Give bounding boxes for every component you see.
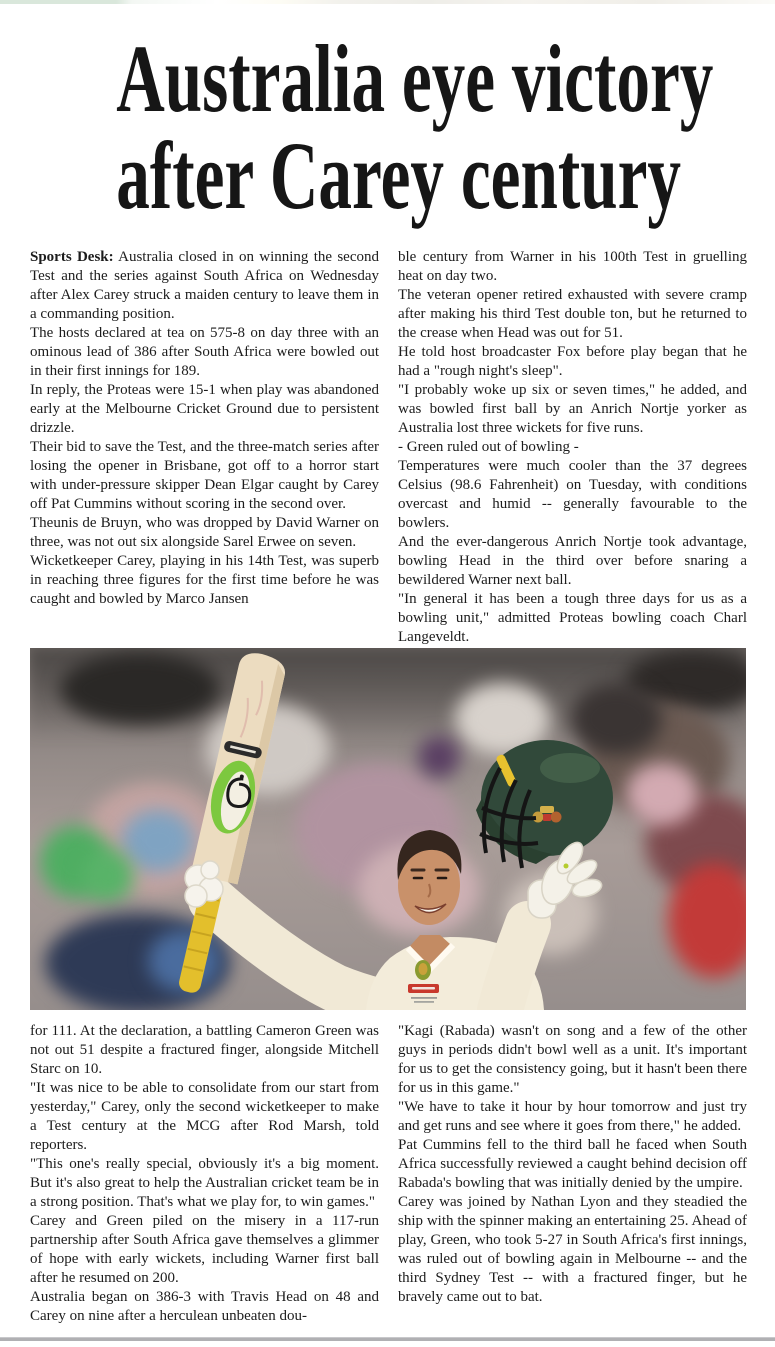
lead-text: Australia closed in on winning the second Test and the series against South Africa on Wednesday after Alex Carey struck a maiden century to leave them in a commanding position. xyxy=(30,249,379,322)
paragraph: In reply, the Proteas were 15-1 when play was abandoned early at the Melbourne Cricket Ground due to persistent drizzle. xyxy=(30,382,379,436)
paragraph: "I probably woke up six or seven times," he added, and was bowled first ball by an Anrich Nortje yorker as Australia lost three wickets for five runs. xyxy=(398,382,747,436)
crosshead: - Green ruled out of bowling - xyxy=(398,439,579,455)
column-bottom-left xyxy=(30,1022,379,1330)
headline xyxy=(116,25,714,229)
column-top-right xyxy=(398,248,747,646)
helmet-highlight xyxy=(540,753,600,783)
batsman-graphic xyxy=(30,648,746,1010)
paragraph: Carey was joined by Nathan Lyon and they steadied the ship with the spinner making an entertaining 25. Ahead of play, Green, who took 5-27 in South Africa's first innings, was ruled out of bowling again in Melbourne -- and the third Sydney Test -- with a fractured finger, but he bravely came out to bat. xyxy=(398,1194,747,1305)
paragraph: "In general it has been a tough three days for us as a bowling unit," admitted Proteas bowling coach Charl Langeveldt. xyxy=(398,591,747,645)
lead-label: Sports Desk: xyxy=(30,249,114,265)
paragraph: "Kagi (Rabada) wasn't on song and a few of the other guys in periods didn't bowl well as a unit. It's important for us to get the consistency going, but it hasn't been there for us in this game." xyxy=(398,1023,747,1096)
team-crest-gold xyxy=(419,963,428,975)
sponsor-text xyxy=(412,987,435,990)
bottom-divider xyxy=(0,1337,775,1341)
headline-line-1: Australia eye victory xyxy=(116,25,714,132)
paragraph: And the ever-dangerous Anrich Nortje took advantage, bowling Head in the third over before snaring a bewildered Warner next ball. xyxy=(398,534,747,588)
left-arm xyxy=(500,924,528,1010)
paragraph: He told host broadcaster Fox before play began that he had a "rough night's sleep". xyxy=(398,344,747,379)
page-top-edge-strip xyxy=(0,0,775,4)
paragraph: The hosts declared at tea on 575-8 on day three with an ominous lead of 386 after South Africa were bowled out in their first innings for 189. xyxy=(30,325,379,379)
glove-fleck xyxy=(564,864,569,869)
paragraph: The veteran opener retired exhausted with severe cramp after making his third Test double ton, but he returned to the crease when Head was out for 51. xyxy=(398,287,747,341)
paragraph: Theunis de Bruyn, who was dropped by David Warner on three, was not out six alongside Sarel Erwee on seven. xyxy=(30,515,379,550)
paragraph: "This one's really special, obviously it's a big moment. But it's also great to help the Australian cricket team be in a strong position. That's what we play for, to win games." xyxy=(30,1156,379,1210)
crest-shield xyxy=(543,814,551,821)
glove-thumb xyxy=(201,861,219,879)
crest-banner xyxy=(540,806,554,813)
column-top-left xyxy=(30,248,379,646)
crest-emu xyxy=(551,812,562,823)
shirt-text-line xyxy=(411,997,437,999)
shirt-text-line xyxy=(414,1001,434,1003)
paragraph: Australia began on 386-3 with Travis Head on 48 and Carey on nine after a herculean unbeaten dou- xyxy=(30,1289,379,1324)
paragraph: "It was nice to be able to consolidate from our start from yesterday," Carey, only the second wicketkeeper to make a Test century at the MCG after Rod Marsh, told reporters. xyxy=(30,1080,379,1153)
paragraph: Temperatures were much cooler than the 37 degrees Celsius (98.6 Fahrenheit) on Tuesday, with conditions overcast and humid -- generally favourable to the bowlers. xyxy=(398,458,747,531)
column-bottom-right xyxy=(398,1022,747,1330)
article-columns-top xyxy=(30,248,747,646)
paragraph: ble century from Warner in his 100th Test in gruelling heat on day two. xyxy=(398,249,747,284)
paragraph: for 111. At the declaration, a battling Cameron Green was not out 51 despite a fractured finger, alongside Mitchell Starc on 10. xyxy=(30,1023,379,1077)
lead-paragraph xyxy=(30,248,379,324)
paragraph: Carey and Green piled on the misery in a 117-run partnership after South Africa gave themselves a glimmer of hope with early wickets, including Warner first ball after he resumed on 200. xyxy=(30,1213,379,1286)
paragraph: Their bid to save the Test, and the three-match series after losing the opener in Brisbane, got off to a horror start with under-pressure skipper Dean Elgar caught by Carey off Pat Cummins without scoring in the second over. xyxy=(30,439,379,512)
article-photo xyxy=(30,648,746,1010)
paragraph: Pat Cummins fell to the third ball he faced when South Africa successfully reviewed a caught behind decision off Rabada's bowling that was initially denied by the umpire. xyxy=(398,1137,747,1191)
article-columns-bottom xyxy=(30,1022,747,1330)
headline-line-2: after Carey century xyxy=(116,122,682,229)
paragraph: "We have to take it hour by hour tomorrow and just try and get runs and see where it goes from there," he added. xyxy=(398,1099,747,1134)
helmet-graphic xyxy=(476,740,613,868)
glove-knuckle xyxy=(185,885,207,907)
paragraph: Wicketkeeper Carey, playing in his 14th Test, was superb in reaching three figures for the first time before he was caught and bowled by Marco Jansen xyxy=(30,553,379,607)
